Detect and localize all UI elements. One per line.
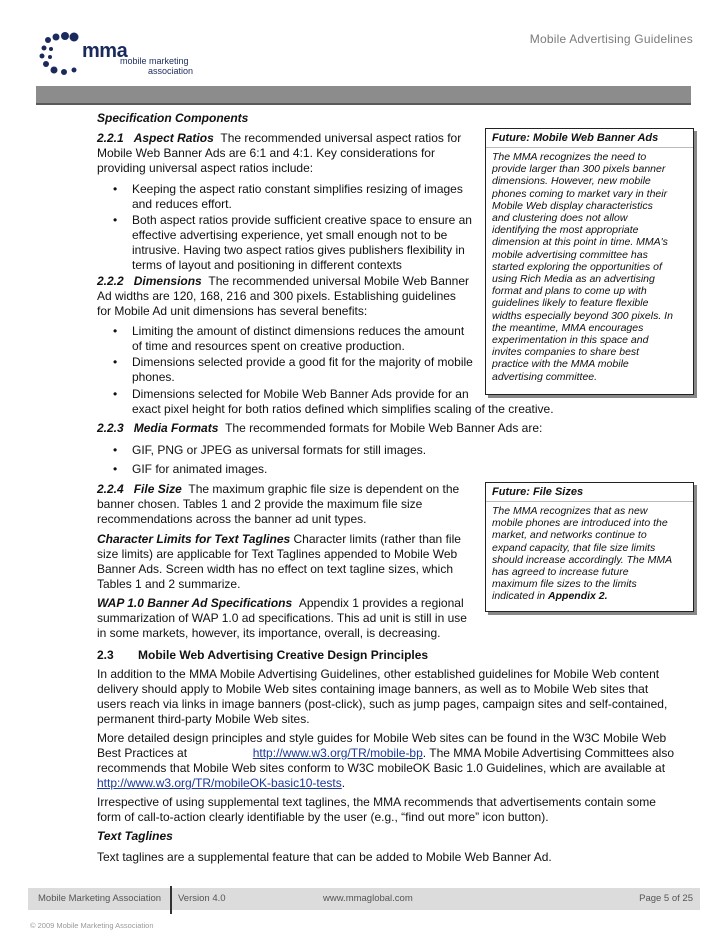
bullet-line: effective advertising experience, yet small enough not to be xyxy=(132,228,448,242)
sidebar-line: provide larger than 300 pixels banner xyxy=(492,163,666,176)
footer-org: Mobile Marketing Association xyxy=(38,893,162,904)
header-bar-shadow xyxy=(36,103,691,105)
bullet-line: terms of layout and positioning in different contexts xyxy=(132,258,402,272)
sidebar-line: maximum file sizes to the limits xyxy=(492,578,637,591)
section-number: 2.2.4 xyxy=(97,482,124,496)
w3c-mobileok-link[interactable]: http://www.w3.org/TR/mobileOK-basic10-tests xyxy=(97,776,342,790)
section-title: Media Formats xyxy=(133,421,219,435)
sidebar-line: the meantime, MMA encourages xyxy=(492,321,644,334)
document-title: Mobile Advertising Guidelines xyxy=(529,32,693,46)
sidebar-line: started exploring the opportunities of xyxy=(492,260,662,273)
paragraph-line: delivery should apply to Mobile Web sites containing image banners, as well as to Mobile Web sites that xyxy=(97,682,649,696)
sidebar-line: experimentation in this space and xyxy=(492,334,649,347)
sidebar-line: market, and networks continue to xyxy=(492,529,647,542)
text-taglines-heading: Text Taglines xyxy=(97,829,173,843)
w3c-mobile-bp-link[interactable]: http://www.w3.org/TR/mobile-bp xyxy=(252,746,423,760)
text: The recommended universal Mobile Web Banner xyxy=(208,274,469,288)
bullet-icon: • xyxy=(113,324,118,338)
sidebar-line: expand capacity, that file size limits xyxy=(492,541,656,554)
sidebar-line: has agreed to increase future xyxy=(492,566,629,579)
paragraph-line: users reach via links in image banners (post-click), such as jump pages, campaign sites and self-contained, xyxy=(97,697,668,711)
sidebar-line: invites companies to share best xyxy=(492,346,640,359)
sidebar-line: widths especially beyond 300 pixels. In xyxy=(492,309,673,322)
section-title: File Size xyxy=(133,482,182,496)
sidebar-line: The MMA recognizes that as new xyxy=(492,505,648,517)
section-2-2-2-line1 xyxy=(97,274,472,289)
paragraph-line: Mobile Web Banner Ads are 6:1 and 4:1. Key considerations for xyxy=(97,146,435,160)
text: The recommended formats for Mobile Web Banner Ads are: xyxy=(225,421,543,435)
text: indicated in xyxy=(492,590,546,603)
section-2-2-4-line1 xyxy=(97,482,472,497)
section-number: 2.2.1 xyxy=(97,131,124,145)
logo-wordmark: mma xyxy=(82,40,128,62)
bullet-line: intrusive. Having two aspect ratios gives publishers flexibility in xyxy=(132,243,465,257)
paragraph-line: form of call-to-action clearly identifiable by the user (e.g., “find out more” icon button). xyxy=(97,810,549,824)
paragraph-line: Irrespective of using supplemental text taglines, the MMA recommends that advertisements contain some xyxy=(97,795,656,809)
header-bar xyxy=(36,86,691,104)
paragraph-line: for Mobile Ad unit dimensions has several benefits: xyxy=(97,304,368,318)
bullet-icon: • xyxy=(113,355,118,369)
subsection-title: WAP 1.0 Banner Ad Specifications xyxy=(97,596,293,610)
footer-divider xyxy=(170,886,172,914)
sidebar-title: Future: Mobile Web Banner Ads xyxy=(486,129,693,148)
paragraph-line: in some markets, however, its importance, overall, is decreasing. xyxy=(97,626,441,640)
bullet-line: of time and resources spent on creative production. xyxy=(132,339,405,353)
sidebar-line xyxy=(492,590,687,602)
paragraph-line: Tables 1 and 2 summarize. xyxy=(97,577,241,591)
sidebar-line: and clustering does not allow xyxy=(492,212,628,225)
paragraph-line: size limits) are applicable for Text Taglines appended to Mobile Web xyxy=(97,547,458,561)
sidebar-line: practice with the MMA mobile xyxy=(492,358,629,371)
sidebar-line: identifying the most appropriate xyxy=(492,224,639,237)
sidebar-title: Future: File Sizes xyxy=(486,483,693,502)
paragraph-line: Banner Ads. Screen width has no effect on text tagline sizes, which xyxy=(97,562,453,576)
sidebar-line: phones coming to market vary in their xyxy=(492,187,668,200)
sidebar-future-banner-ads xyxy=(485,128,694,395)
sidebar-line: dimension at this point in time. MMA's xyxy=(492,236,668,249)
bullet-line: Both aspect ratios provide sufficient creative space to ensure an xyxy=(132,213,472,227)
sidebar-line: The MMA recognizes the need to xyxy=(492,151,647,163)
section-2-3-number: 2.3 xyxy=(97,648,114,662)
paragraph-line: Text taglines are a supplemental feature that can be added to Mobile Web Banner Ad. xyxy=(97,850,552,864)
sidebar-line: advertising committee. xyxy=(492,370,598,383)
section-2-2-1-line1 xyxy=(97,131,472,146)
sidebar-body xyxy=(486,148,693,386)
text: . xyxy=(341,776,346,790)
sidebar-line: using Rich Media as an advertising xyxy=(492,273,655,286)
paragraph-line: providing universal aspect ratios include: xyxy=(97,161,314,175)
section-title: Aspect Ratios xyxy=(133,131,214,145)
bullet-icon: • xyxy=(113,443,118,457)
bullet-line: Dimensions selected for Mobile Web Banner Ads provide for an xyxy=(132,387,469,401)
bullet-line: Keeping the aspect ratio constant simplifies resizing of images xyxy=(132,182,463,196)
footer-url[interactable]: www.mmaglobal.com xyxy=(323,893,413,904)
section-2-2-3-line xyxy=(97,421,542,436)
section-number: 2.2.3 xyxy=(97,421,124,435)
paragraph-line: summarization of WAP 1.0 ad specifications. This ad unit is still in use xyxy=(97,611,467,625)
sidebar-body xyxy=(486,502,693,606)
bullet-line: Limiting the amount of distinct dimensions reduces the amount xyxy=(132,324,465,338)
footer-page-number: Page 5 of 25 xyxy=(639,893,693,904)
text: Appendix 1 provides a regional xyxy=(298,596,464,610)
sidebar-future-file-sizes xyxy=(485,482,694,612)
paragraph-line: Ad widths are 120, 168, 216 and 300 pixels. Establishing guidelines xyxy=(97,289,456,303)
mma-logo xyxy=(34,28,204,80)
bullet-line: and reduces effort. xyxy=(132,197,232,211)
section-2-3-title: Mobile Web Advertising Creative Design Principles xyxy=(138,648,429,662)
paragraph-line: recommendations across the banner ad unit types. xyxy=(97,512,367,526)
bullet-icon: • xyxy=(113,462,118,476)
text: Character limits (rather than file xyxy=(293,532,461,546)
text: The maximum graphic file size is dependent on the xyxy=(188,482,460,496)
bullet-line: GIF for animated images. xyxy=(132,462,268,476)
bullet-icon: • xyxy=(113,213,118,227)
bullet-icon: • xyxy=(113,182,118,196)
sidebar-line: mobile phones are introduced into the xyxy=(492,517,668,530)
bullet-line: phones. xyxy=(132,370,175,384)
bullet-line: exact pixel height for both ratios defined which simplifies scaling of the creative. xyxy=(132,402,554,416)
paragraph-line: permanent third-party Mobile Web sites. xyxy=(97,712,310,726)
paragraph-line: In addition to the MMA Mobile Advertising Guidelines, other established guidelines for Mobile Web content xyxy=(97,667,660,681)
appendix-reference: Appendix 2. xyxy=(548,590,608,603)
text: . The MMA Mobile Advertising Committees also xyxy=(422,746,674,760)
paragraph-line: banner chosen. Tables 1 and 2 provide the maximum file size xyxy=(97,497,423,511)
text: Best Practices at xyxy=(97,746,188,760)
subsection-title: Character Limits for Text Taglines xyxy=(97,532,291,546)
paragraph-line: recommends that Mobile Web sites conform to W3C mobileOK Basic 1.0 Guidelines, which are available at xyxy=(97,761,666,775)
logo-tagline-2: association xyxy=(148,66,194,76)
wap-line1 xyxy=(97,596,472,611)
paragraph-line: More detailed design principles and style guides for Mobile Web sites can be found in the W3C Mobile Web xyxy=(97,731,667,745)
sidebar-line: Mobile Web display characteristics xyxy=(492,199,653,212)
logo-tagline-1: mobile marketing xyxy=(120,56,189,66)
sidebar-line: dimensions. However, new mobile xyxy=(492,175,651,188)
footer-version: Version 4.0 xyxy=(178,893,226,904)
bullet-icon: • xyxy=(113,387,118,401)
bullet-line: Dimensions selected provide a good fit for the majority of mobile xyxy=(132,355,473,369)
sidebar-line: mobile advertising committee has xyxy=(492,248,648,261)
section-number: 2.2.2 xyxy=(97,274,124,288)
text: The recommended universal aspect ratios for xyxy=(220,131,462,145)
bullet-line: GIF, PNG or JPEG as universal formats for still images. xyxy=(132,443,427,457)
sidebar-line: guidelines likely to feature flexible xyxy=(492,297,649,310)
sidebar-line: should increase accordingly. The MMA xyxy=(492,553,673,566)
paragraph-line-with-link xyxy=(97,746,674,761)
spec-heading: Specification Components xyxy=(97,111,249,125)
paragraph-line-with-link xyxy=(97,776,345,791)
char-limits-line1 xyxy=(97,532,472,547)
section-title: Dimensions xyxy=(133,274,202,288)
sidebar-line: format and plans to come up with xyxy=(492,285,647,298)
copyright: © 2009 Mobile Marketing Association xyxy=(30,921,154,930)
